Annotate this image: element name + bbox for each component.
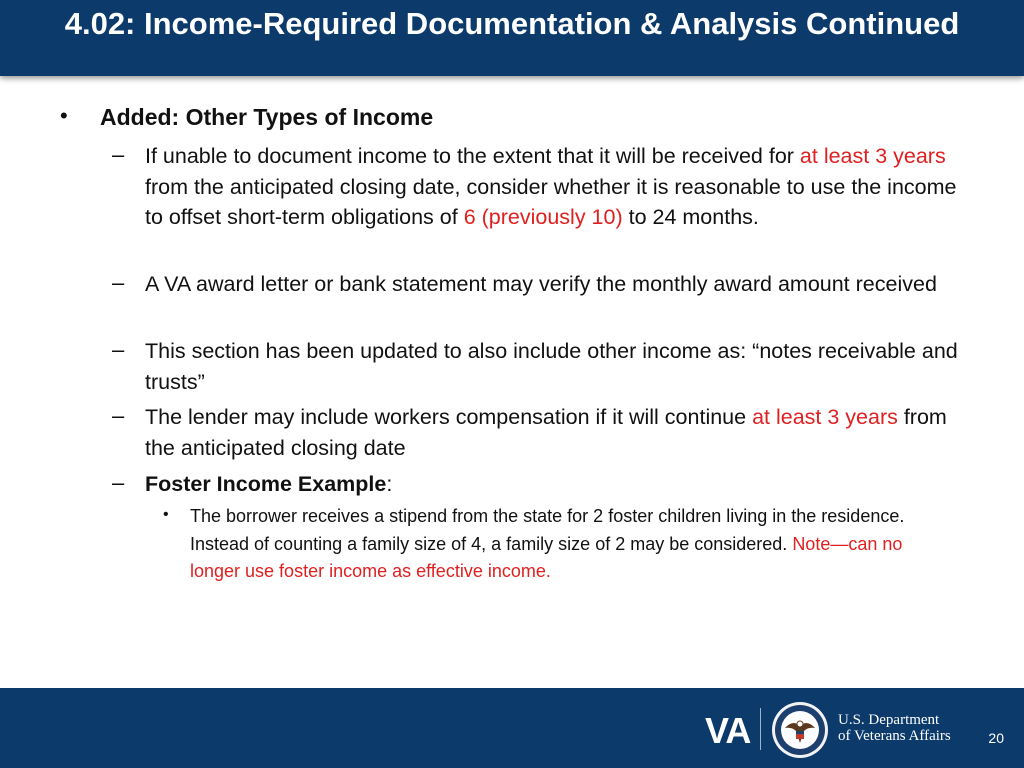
dash-icon: – (112, 142, 125, 167)
sub-list-item: The borrower receives a stipend from the state for 2 foster children living in the residence. Instead of counting a family size of 4, a family size of 2 may be considered. Note—can no longer use foster income as effective income. (190, 506, 905, 581)
bullet-icon: • (163, 506, 169, 523)
section-heading: Added: Other Types of Income (100, 104, 434, 130)
list-item-4: The lender may include workers compensation if it will continue at least 3 years from the anticipated closing date (145, 405, 947, 460)
va-seal-icon (771, 701, 829, 759)
list-item-1: If unable to document income to the extent that it will be received for at least 3 years from the anticipated closing date, consider whether it is reasonable to use the income to offset short-term obligations of 6 (previously 10) to 24 months. (145, 144, 957, 229)
footer-bar (0, 688, 1024, 768)
highlight-text: at least 3 years (799, 144, 946, 168)
highlight-text: 6 (previously 10) (463, 205, 623, 229)
va-logo: VA (705, 710, 751, 751)
dash-icon: – (112, 337, 125, 362)
footer-divider (760, 708, 761, 750)
list-item-3: This section has been updated to also include other income as: “notes receivable and trusts” (145, 339, 958, 394)
slide-title: 4.02: Income-Required Documentation & Analysis Continued (64, 6, 960, 41)
dash-icon: – (112, 470, 125, 495)
list-item-2: A VA award letter or bank statement may verify the monthly award amount received (145, 272, 937, 296)
list-item-5: Foster Income Example: (145, 472, 393, 496)
dash-icon: – (112, 270, 125, 295)
page-number: 20 (988, 730, 1004, 746)
bullet-icon: • (60, 103, 68, 128)
highlight-text: Note—can no longer use foster income as effective income. (190, 533, 903, 581)
department-name: U.S. Department of Veterans Affairs (838, 712, 951, 744)
dash-icon: – (112, 403, 125, 428)
title-bar (0, 0, 1024, 76)
highlight-text: at least 3 years (752, 405, 898, 429)
